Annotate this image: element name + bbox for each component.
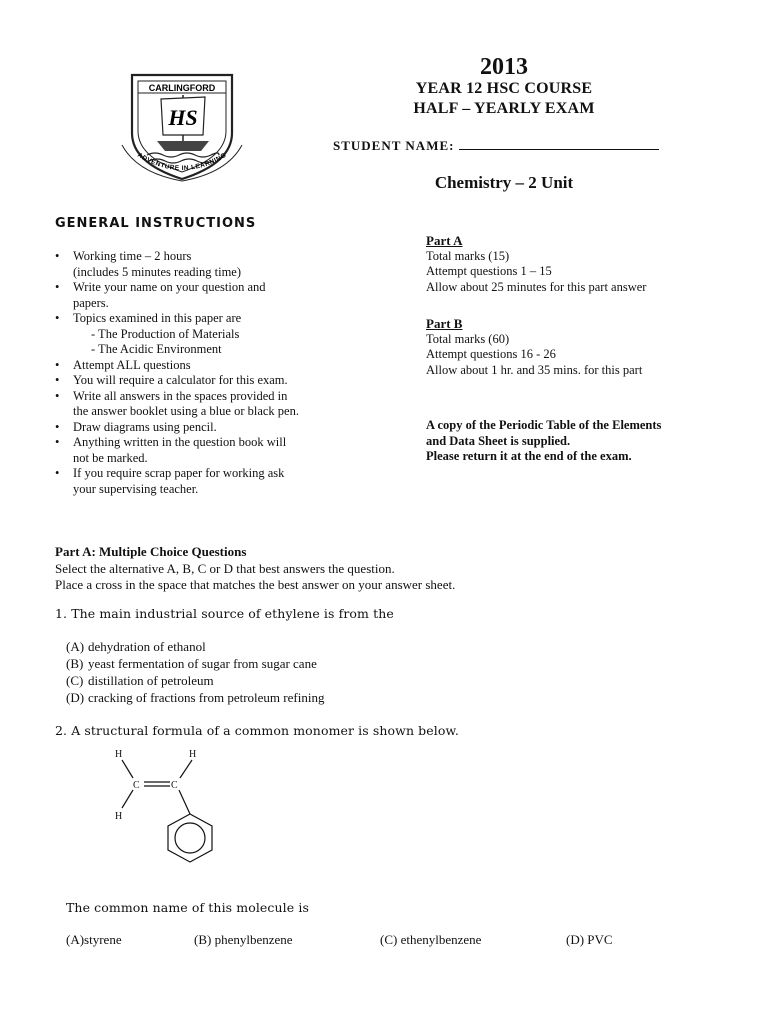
- part-b-line: Allow about 1 hr. and 35 mins. for this part: [426, 362, 643, 377]
- subject-title: Chemistry – 2 Unit: [434, 173, 574, 192]
- student-name-label: STUDENT NAME:: [333, 138, 455, 153]
- question-2-followup: The common name of this molecule is: [66, 900, 309, 915]
- part-a-line: Attempt questions 1 – 15: [426, 264, 552, 278]
- instruction-item: • Write all answers in the spaces provided in: [55, 389, 355, 405]
- instruction-item: • Draw diagrams using pencil.: [55, 420, 355, 436]
- q1-option-c[interactable]: [66, 673, 214, 689]
- atom-h-top-right: H: [189, 749, 197, 760]
- exam-year: 2013: [480, 54, 528, 80]
- q1-option-a[interactable]: [66, 639, 206, 655]
- note-line: Please return it at the end of the exam.: [426, 449, 632, 463]
- q2-option-d[interactable]: [566, 932, 613, 948]
- note-line: and Data Sheet is supplied.: [426, 433, 571, 448]
- instruction-item: • Attempt ALL questions: [55, 358, 355, 374]
- part-a-line: Total marks (15): [426, 248, 510, 263]
- atom-c-right: C: [171, 780, 178, 791]
- option-label: (C): [380, 932, 398, 947]
- q1-option-d[interactable]: [66, 690, 324, 706]
- styrene-structure-diagram: [100, 744, 240, 894]
- option-text: yeast fermentation of sugar from sugar cane: [88, 656, 317, 671]
- option-label: (B): [66, 656, 84, 671]
- instruction-item: • You will require a calculator for this exam.: [55, 373, 355, 389]
- general-instructions-heading: GENERAL INSTRUCTIONS: [55, 216, 257, 231]
- q2-option-a[interactable]: [66, 932, 122, 948]
- option-text: PVC: [587, 932, 613, 947]
- question-1-text: 1. The main industrial source of ethylene is from the: [55, 606, 394, 621]
- instruction-item: not be marked.: [73, 450, 148, 465]
- option-text: phenylbenzene: [214, 932, 293, 947]
- option-label: (C): [66, 673, 84, 688]
- instruction-topic: - The Acidic Environment: [91, 342, 222, 356]
- part-b-line: Attempt questions 16 - 26: [426, 347, 556, 361]
- q2-option-c[interactable]: [380, 932, 481, 948]
- svg-text:ADVENTURE IN LEARNING: ADVENTURE IN LEARNING: [136, 151, 228, 173]
- instruction-item: • If you require scrap paper for working ask: [55, 466, 355, 482]
- option-label: (A): [66, 932, 85, 947]
- part-a-line: Allow about 25 minutes for this part answer: [426, 279, 647, 294]
- instruction-item: the answer booklet using a blue or black pen.: [73, 404, 299, 418]
- general-instructions-list: [55, 249, 355, 497]
- q1-option-b[interactable]: [66, 656, 317, 672]
- instruction-item: • Write your name on your question and: [55, 280, 355, 296]
- instruction-item: papers.: [73, 295, 109, 310]
- part-a-section-title: Part A: Multiple Choice Questions: [55, 544, 247, 559]
- exam-title: HALF – YEARLY EXAM: [413, 100, 595, 117]
- q2-option-b[interactable]: [194, 932, 293, 948]
- part-b-heading: Part B: [426, 316, 463, 331]
- part-a-intro-line: Select the alternative A, B, C or D that best answers the question.: [55, 561, 395, 576]
- parts-summary: [426, 233, 726, 378]
- option-text: styrene: [84, 932, 122, 947]
- student-name-field[interactable]: [333, 138, 659, 154]
- instruction-topic: - The Production of Materials: [91, 326, 240, 341]
- part-a-intro-line: Place a cross in the space that matches the best answer on your answer sheet.: [55, 577, 456, 592]
- student-name-blank[interactable]: [459, 138, 659, 150]
- option-label: (B): [194, 932, 212, 947]
- svg-text:CARLINGFORD: CARLINGFORD: [148, 83, 216, 93]
- course-title: YEAR 12 HSC COURSE: [415, 80, 593, 97]
- note-line: A copy of the Periodic Table of the Elements: [426, 418, 662, 432]
- instruction-item: (includes 5 minutes reading time): [73, 264, 242, 279]
- option-text: cracking of fractions from petroleum refining: [88, 690, 325, 705]
- option-text: ethenylbenzene: [400, 932, 482, 947]
- question-2-text: 2. A structural formula of a common monomer is shown below.: [55, 723, 459, 738]
- option-label: (D): [66, 690, 85, 705]
- atom-h-top-left: H: [115, 749, 123, 760]
- instruction-item: • Topics examined in this paper are: [55, 311, 355, 327]
- svg-text:HS: HS: [168, 105, 198, 130]
- instruction-item: • Anything written in the question book will: [55, 435, 355, 451]
- option-label: (D): [566, 932, 585, 947]
- atom-h-bottom-left: H: [115, 811, 123, 822]
- instruction-item: your supervising teacher.: [73, 481, 199, 496]
- option-text: dehydration of ethanol: [88, 639, 206, 654]
- atom-c-left: C: [133, 780, 140, 791]
- periodic-table-note: [426, 418, 726, 465]
- option-label: (A): [66, 639, 85, 654]
- part-a-heading: Part A: [426, 233, 463, 248]
- school-crest-logo: [117, 63, 247, 183]
- option-text: distillation of petroleum: [88, 673, 214, 688]
- part-b-line: Total marks (60): [426, 331, 510, 346]
- instruction-item: • Working time – 2 hours: [55, 249, 355, 265]
